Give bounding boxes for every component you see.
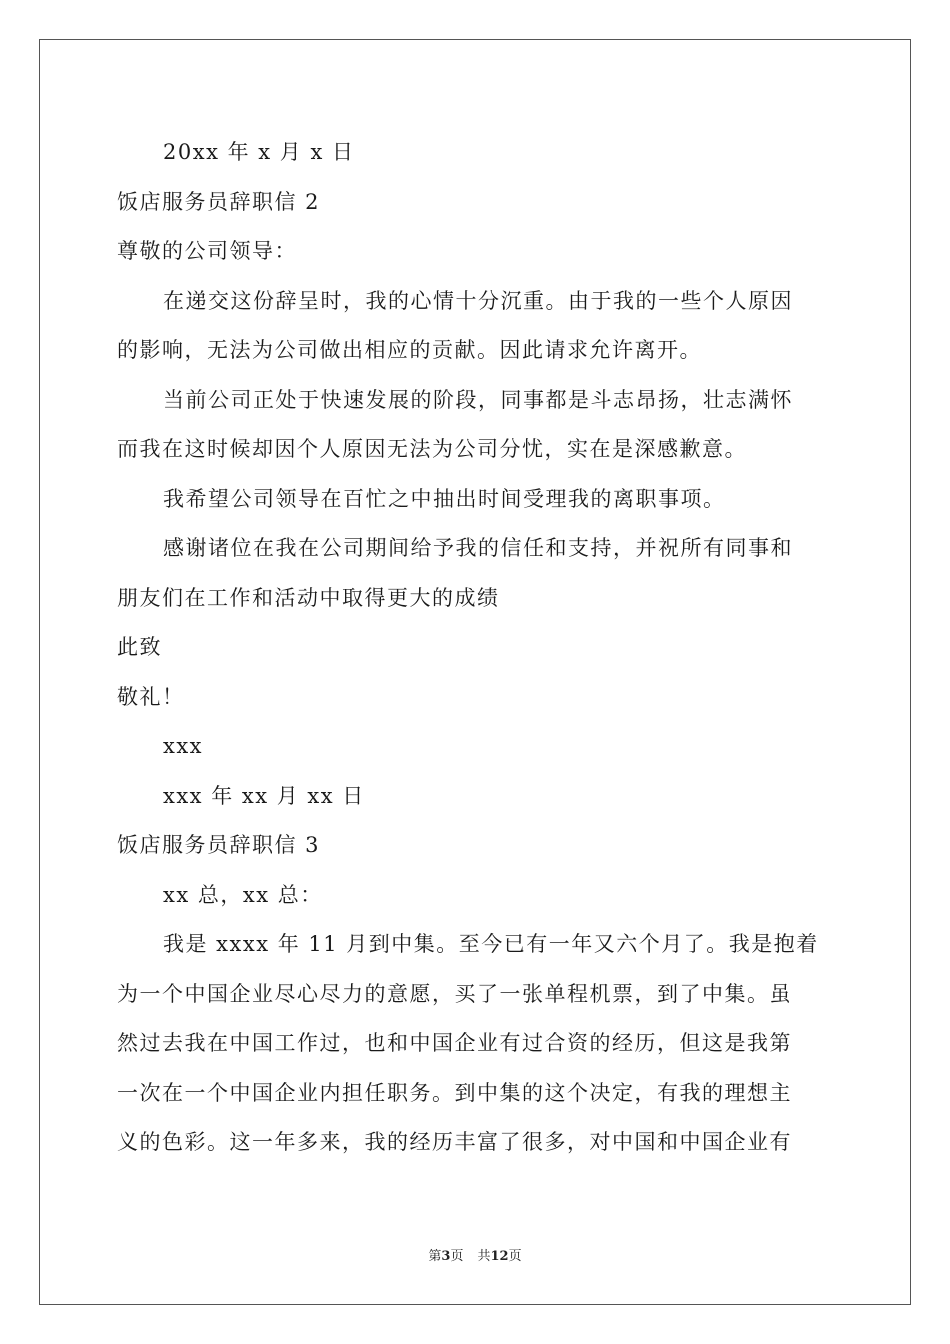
date-line-2: xxx 年 xx 月 xx 日 <box>163 783 365 808</box>
paragraph-line: 当前公司正处于快速发展的阶段，同事都是斗志昂扬，壮志满怀 <box>163 387 793 412</box>
footer-total-prefix: 共 <box>477 1249 491 1264</box>
footer-page-suffix: 页 <box>450 1249 464 1264</box>
section-title-2: 饭店服务员辞职信 2 <box>117 189 321 214</box>
footer-total-suffix: 页 <box>508 1249 522 1264</box>
paragraph-line: 感谢诸位在我在公司期间给予我的信任和支持，并祝所有同事和 <box>163 536 793 560</box>
paragraph-line: 然过去我在中国工作过，也和中国企业有过合资的经历，但这是我第 <box>117 1031 792 1055</box>
paragraph-line: 而我在这时候却因个人原因无法为公司分忧，实在是深感歉意。 <box>117 437 747 461</box>
paragraph-line: 在递交这份辞呈时，我的心情十分沉重。由于我的一些个人原因 <box>163 288 793 313</box>
document-body <box>117 128 835 1168</box>
paragraph-line: 为一个中国企业尽心尽力的意愿，买了一张单程机票，到了中集。虽 <box>117 981 792 1006</box>
paragraph-line: 的影响，无法为公司做出相应的贡献。因此请求允许离开。 <box>117 338 702 362</box>
paragraph-line: 我希望公司领导在百忙之中抽出时间受理我的离职事项。 <box>163 486 726 511</box>
paragraph-line: 一次在一个中国企业内担任职务。到中集的这个决定，有我的理想主 <box>117 1080 792 1105</box>
page-footer <box>0 1245 950 1264</box>
section-title-3: 饭店服务员辞职信 3 <box>117 833 321 857</box>
date-line-1: 20xx 年 x 月 x 日 <box>163 140 355 164</box>
closing-regards: 敬礼！ <box>117 684 185 709</box>
closing-line: 此致 <box>117 635 162 659</box>
footer-page-current: 3 <box>441 1249 451 1264</box>
salutation-2: xx 总，xx 总： <box>163 882 323 907</box>
paragraph-line: 朋友们在工作和活动中取得更大的成绩 <box>117 585 500 610</box>
footer-page-total: 12 <box>490 1249 509 1264</box>
signature-name: xxx <box>163 734 204 758</box>
salutation-1: 尊敬的公司领导： <box>117 239 297 263</box>
paragraph-line: 我是 xxxx 年 11 月到中集。至今已有一年又六个月了。我是抱着 <box>163 932 819 956</box>
paragraph-line: 义的色彩。这一年多来，我的经历丰富了很多，对中国和中国企业有 <box>117 1130 792 1154</box>
footer-page-prefix: 第 <box>428 1249 442 1264</box>
